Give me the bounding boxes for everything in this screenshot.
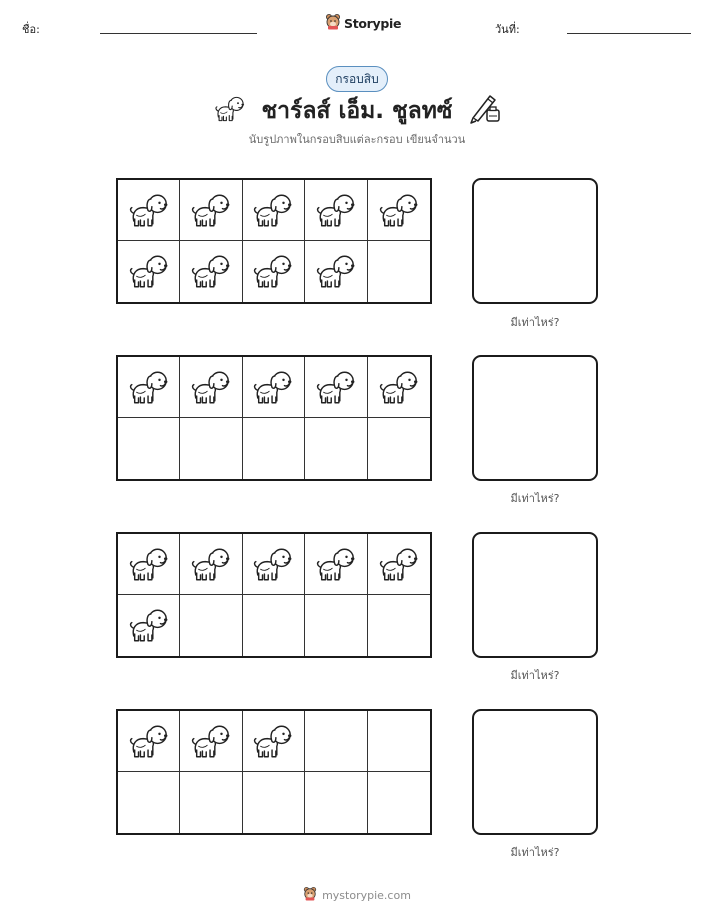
frame-cell (180, 595, 242, 656)
frame-cell (305, 595, 367, 656)
puppy-icon (128, 607, 170, 644)
frame-cell (243, 772, 305, 833)
storypie-bear-icon (325, 13, 341, 34)
frame-cell (180, 357, 242, 418)
footer-url: mystorypie.com (322, 889, 411, 902)
date-label: วันที่: (495, 23, 520, 36)
frame-cell (180, 241, 242, 302)
ten-frame (116, 355, 432, 481)
frame-cell (118, 534, 180, 595)
puppy-icon (190, 253, 232, 290)
frame-cell (243, 418, 305, 479)
puppy-icon (190, 546, 232, 583)
frame-cell (305, 241, 367, 302)
ten-frame (116, 178, 432, 304)
brand-name: Storypie (344, 16, 402, 31)
storypie-logo (325, 13, 401, 34)
frame-cell (118, 595, 180, 656)
puppy-icon (378, 546, 420, 583)
frame-cell (118, 357, 180, 418)
frame-cell (118, 180, 180, 241)
ten-frame (116, 532, 432, 658)
frame-cell (368, 711, 430, 772)
frame-cell (368, 357, 430, 418)
frame-cell (305, 357, 367, 418)
frame-cell (243, 241, 305, 302)
topic-badge: กรอบสิบ (326, 66, 388, 92)
puppy-icon (252, 723, 294, 760)
pen-and-ink-icon (468, 90, 502, 128)
puppy-icon (128, 369, 170, 406)
puppy-icon (315, 369, 357, 406)
answer-box[interactable] (472, 709, 598, 835)
frame-cell (243, 180, 305, 241)
frame-cell (180, 534, 242, 595)
how-many-label: มีเท่าไหร่? (510, 846, 560, 859)
frame-cell (305, 534, 367, 595)
puppy-icon (252, 369, 294, 406)
frame-cell (118, 241, 180, 302)
frame-cell (368, 772, 430, 833)
puppy-icon (128, 192, 170, 229)
name-line (100, 33, 257, 34)
how-many-label: มีเท่าไหร่? (510, 492, 560, 505)
puppy-icon (315, 546, 357, 583)
frame-cell (118, 772, 180, 833)
frame-cell (368, 241, 430, 302)
answer-box[interactable] (472, 532, 598, 658)
frame-cell (243, 595, 305, 656)
puppy-icon (190, 723, 232, 760)
frame-cell (118, 711, 180, 772)
frame-cell (243, 534, 305, 595)
frame-cell (180, 418, 242, 479)
frame-cell (180, 772, 242, 833)
frame-cell (118, 418, 180, 479)
puppy-icon (252, 253, 294, 290)
puppy-icon (315, 192, 357, 229)
footer (0, 886, 714, 905)
frame-cell (243, 357, 305, 418)
frame-cell (305, 418, 367, 479)
puppy-icon (128, 253, 170, 290)
puppy-icon (315, 253, 357, 290)
frame-cell (180, 180, 242, 241)
how-many-label: มีเท่าไหร่? (510, 669, 560, 682)
frame-cell (368, 534, 430, 595)
frame-cell (180, 711, 242, 772)
frame-cell (243, 711, 305, 772)
frame-cell (305, 772, 367, 833)
frame-cell (305, 180, 367, 241)
answer-box[interactable] (472, 355, 598, 481)
puppy-icon (252, 546, 294, 583)
puppy-icon (128, 723, 170, 760)
puppy-icon (378, 369, 420, 406)
puppy-icon (190, 192, 232, 229)
ten-frame (116, 709, 432, 835)
worksheet-title: ชาร์ลส์ เอ็ม. ชูลทซ์ (261, 98, 453, 124)
answer-box[interactable] (472, 178, 598, 304)
instructions: นับรูปภาพในกรอบสิบแต่ละกรอบ เขียนจำนวน (248, 133, 466, 146)
frame-cell (368, 595, 430, 656)
storypie-bear-icon (303, 886, 317, 905)
name-label: ชื่อ: (22, 23, 40, 36)
puppy-icon (128, 546, 170, 583)
frame-cell (368, 418, 430, 479)
how-many-label: มีเท่าไหร่? (510, 316, 560, 329)
frame-cell (368, 180, 430, 241)
puppy-icon (190, 369, 232, 406)
puppy-icon (378, 192, 420, 229)
frame-cell (305, 711, 367, 772)
puppy-icon (252, 192, 294, 229)
date-line (567, 33, 691, 34)
